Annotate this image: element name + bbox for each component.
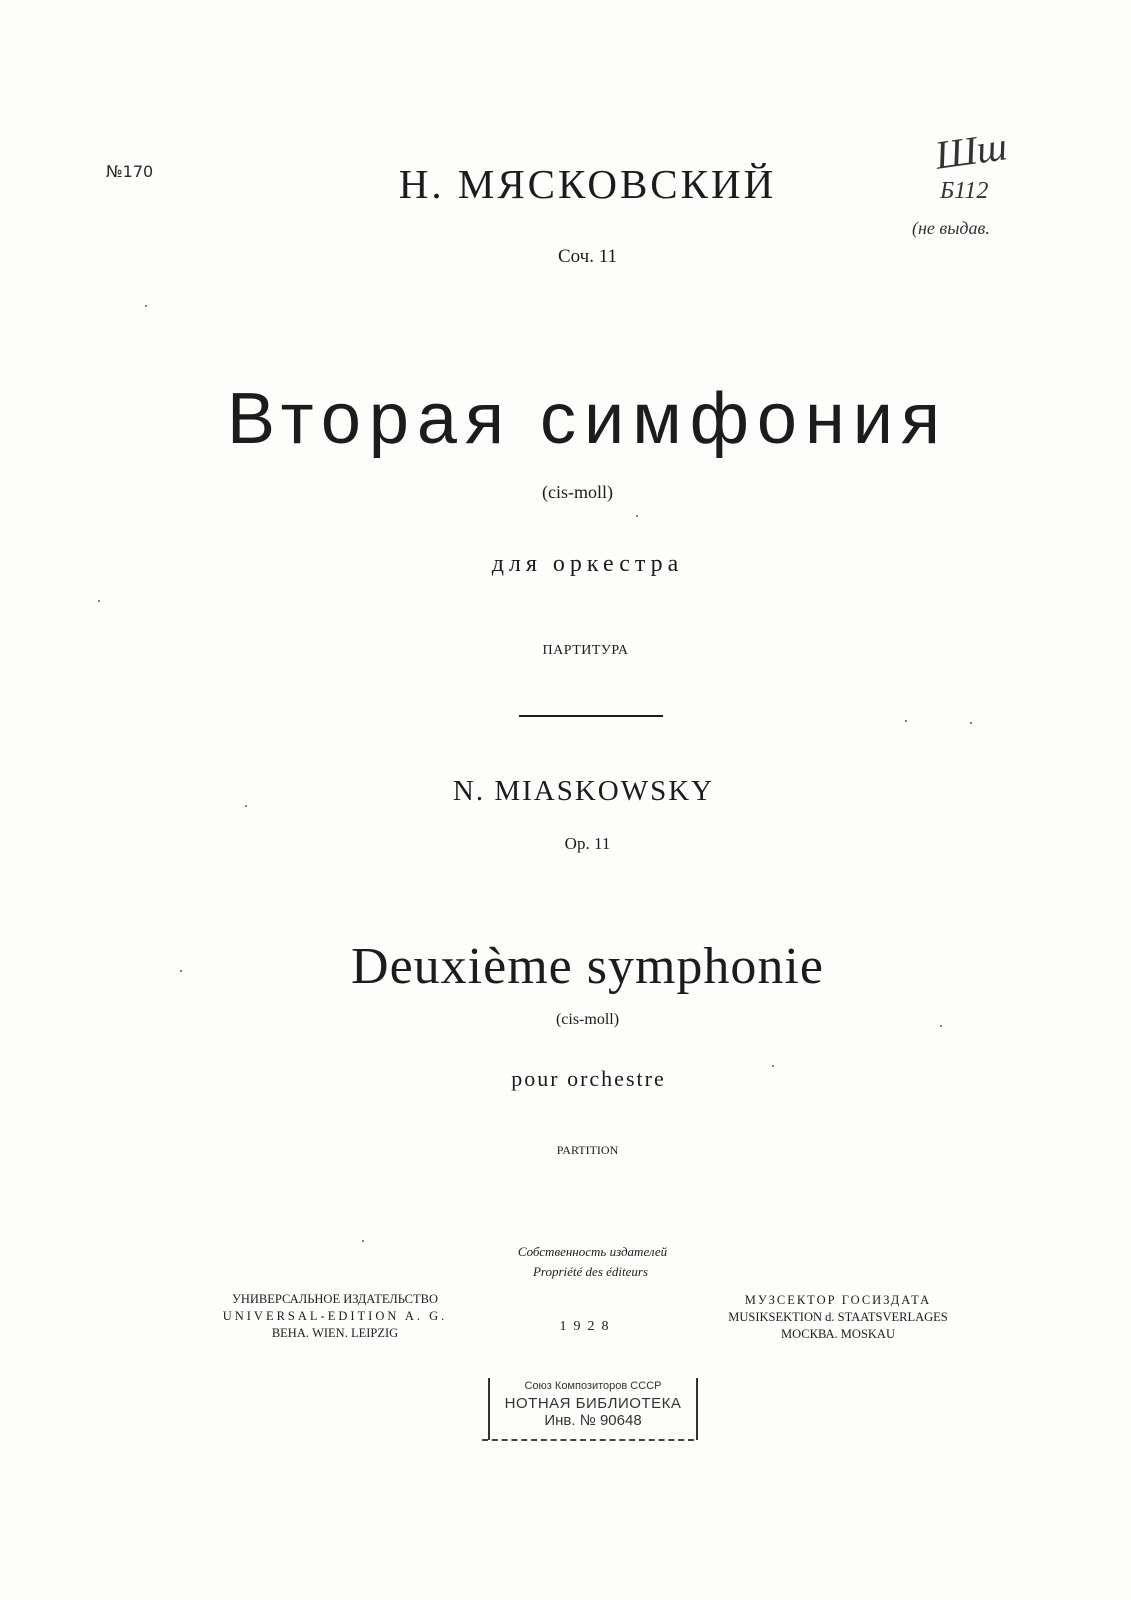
publisher-left-line2: UNIVERSAL-EDITION A. G. xyxy=(222,1309,448,1323)
instrumentation-en: pour orchestre xyxy=(511,1066,666,1091)
scan-speck xyxy=(245,805,247,807)
stamp-line3: Инв. № 90648 xyxy=(544,1412,642,1429)
scan-speck xyxy=(772,1065,774,1067)
composer-en: N. MIASKOWSKY xyxy=(452,775,715,807)
key-ru: (cis-moll) xyxy=(542,482,613,502)
title-ru: Вторая симфония xyxy=(227,379,948,459)
scan-speck xyxy=(362,1240,364,1242)
scan-speck xyxy=(180,970,182,972)
scan-speck xyxy=(970,722,972,724)
scan-speck xyxy=(636,515,638,517)
opus-ru: Соч. 11 xyxy=(557,246,618,267)
divider-rule xyxy=(519,715,663,717)
stamp-border xyxy=(482,1439,694,1441)
publisher-left xyxy=(205,1291,465,1342)
publisher-left-line1: УНИВЕРСАЛЬНОЕ ИЗДАТЕЛЬСТВО xyxy=(232,1292,438,1306)
scan-speck xyxy=(98,600,100,602)
score-label-en: PARTITION xyxy=(556,1143,619,1157)
rights-notice-fr: Propriété des éditeurs xyxy=(532,1264,649,1279)
handwritten-note-2: Б112 xyxy=(940,178,989,204)
publisher-right-line3: МОСКВА. MOSKAU xyxy=(781,1327,895,1341)
stamp-line1: Союз Композиторов СССР xyxy=(524,1380,662,1392)
composer-ru: Н. МЯСКОВСКИЙ xyxy=(398,161,777,207)
handwritten-note-3: (не выдав. xyxy=(912,218,990,238)
stamp-line2: НОТНАЯ БИБЛИОТЕКА xyxy=(504,1395,682,1412)
publication-year: 1928 xyxy=(559,1319,616,1334)
opus-en: Op. 11 xyxy=(564,834,611,853)
key-en: (cis-moll) xyxy=(555,1011,620,1028)
handwritten-note-1: Шш xyxy=(932,123,1010,178)
scan-speck xyxy=(905,720,907,722)
instrumentation-ru: для оркестра xyxy=(491,551,684,577)
publisher-right-line1: МУЗСЕКТОР ГОСИЗДАТА xyxy=(744,1293,932,1307)
library-stamp xyxy=(488,1378,698,1440)
publisher-right xyxy=(708,1292,968,1343)
publisher-left-line3: ВЕНА. WIEN. LEIPZIG xyxy=(271,1326,399,1340)
title-en: Deuxième symphonie xyxy=(351,938,824,995)
scan-speck xyxy=(145,305,147,307)
rights-notice-ru: Собственность издателей xyxy=(517,1244,668,1259)
publisher-right-line2: MUSIKSEKTION d. STAATSVERLAGES xyxy=(728,1310,948,1324)
scan-speck xyxy=(940,1025,942,1027)
shelf-number: №170 xyxy=(106,162,154,181)
score-label-ru: ПАРТИТУРА xyxy=(542,643,629,658)
